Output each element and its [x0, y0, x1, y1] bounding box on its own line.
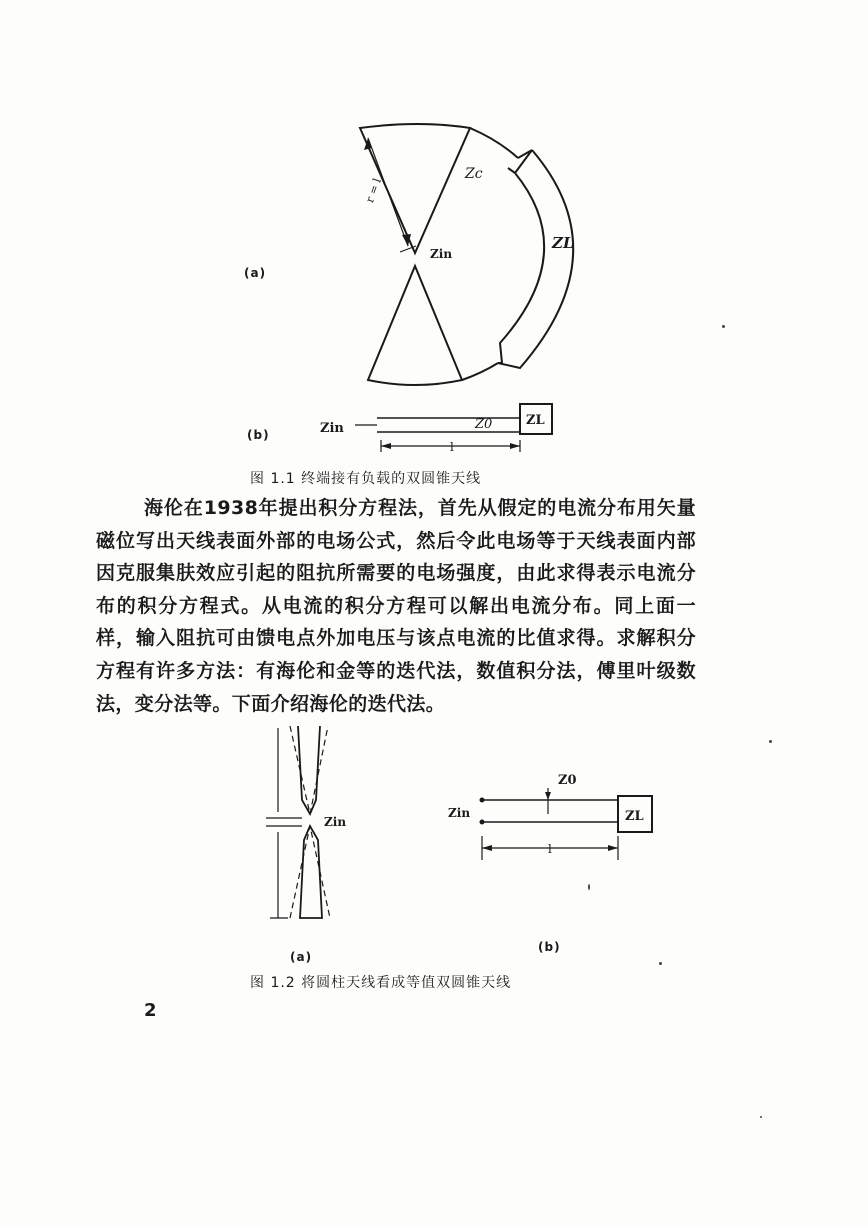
label-zin-2a: Zin — [324, 815, 347, 829]
label-z0-b: Z0 — [475, 417, 493, 432]
label-l-2b: l — [548, 842, 552, 856]
body-text — [96, 492, 696, 720]
label-zc: Zc — [465, 166, 483, 182]
upper-cylinder — [298, 726, 320, 814]
label-zin-b: Zin — [320, 421, 344, 436]
body-paragraph: 海伦在1938年提出积分方程法，首先从假定的电流分布用矢量磁位写出天线表面外部的电场公式，然后令此电场等于天线表面内部因克服集肤效应引起的阻抗所需要的电场强度，由此求得表示电流分布的积分方程式。从电流的积分方程可以解出电流分布。同上面一样，输入阻抗可由馈电点外加电压与该点电流的比值求得。求解积分方程有许多方法：有海伦和金等的迭代法，数值积分法，傅里叶级数法，变分法等。下面介绍海伦的迭代法。 — [96, 497, 696, 715]
figure-1-1-b — [315, 398, 575, 468]
figure-1-2-a — [258, 722, 368, 922]
label-zl-b: ZL — [526, 413, 545, 428]
sphere-arc-upper — [470, 128, 518, 158]
label-zin-2b: Zin — [448, 806, 471, 820]
figure-1-1-caption: 图 1.1 终端接有负载的双圆锥天线 — [250, 471, 482, 487]
sphere-arc-lower — [462, 363, 498, 380]
label-r-equals-l: r = l — [363, 176, 384, 205]
lower-cone-dashed — [290, 826, 330, 918]
page-number: 2 — [144, 1000, 157, 1021]
label-zin: Zin — [430, 247, 453, 261]
figure-1-2-caption: 图 1.2 将圆柱天线看成等值双圆锥天线 — [250, 975, 512, 991]
label-zl-2b: ZL — [625, 809, 644, 824]
figure-1-1-panel-b-label: (b) — [247, 428, 270, 442]
figure-1-2-panel-b-label: (b) — [538, 940, 561, 954]
upper-cone-dashed — [290, 726, 328, 814]
label-zl: ZL — [552, 234, 574, 252]
figure-1-2-b — [448, 770, 658, 870]
load-shell — [498, 150, 573, 368]
label-z0-2b: Z0 — [558, 773, 577, 788]
figure-1-2-panel-a-label: (a) — [290, 950, 313, 964]
figure-1-1-panel-a-label: (a) — [244, 266, 267, 280]
figure-1-1-a — [230, 118, 610, 398]
label-l-b: l — [450, 440, 454, 454]
lower-cylinder — [300, 826, 322, 918]
lower-cone — [368, 266, 462, 385]
